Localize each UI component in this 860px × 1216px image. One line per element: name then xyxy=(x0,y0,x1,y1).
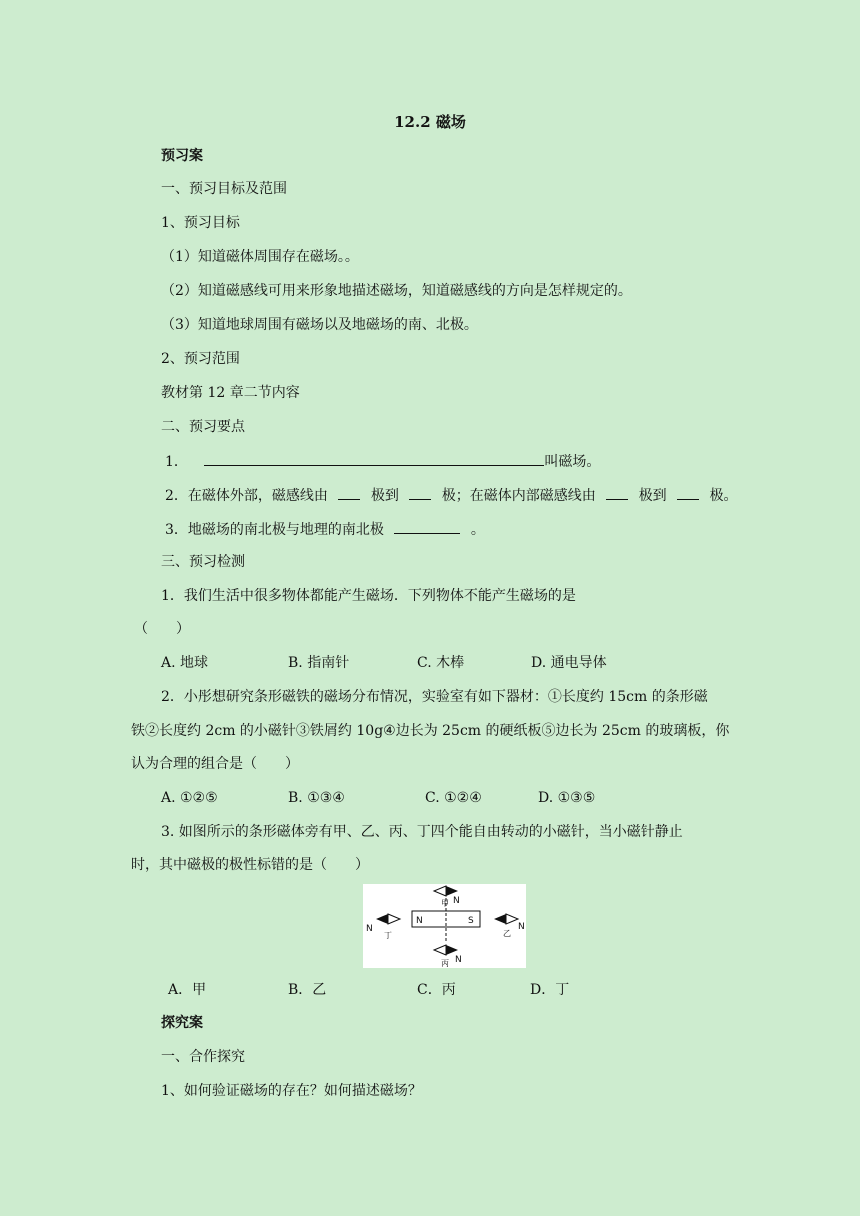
needle-pole-label: N xyxy=(518,922,525,932)
point-text: 极。 xyxy=(709,488,738,504)
question-1-stem: 1．我们生活中很多物体都能产生磁场．下列物体不能产生磁场的是 xyxy=(161,588,576,604)
compass-needle-yi xyxy=(494,914,525,938)
compass-needle-ding xyxy=(366,914,400,940)
question-2-line: 认为合理的组合是（ ） xyxy=(131,756,299,772)
section-heading: 二、预习要点 xyxy=(161,419,245,435)
goal-item: （1）知道磁体周围存在磁场。。 xyxy=(161,249,359,265)
option-d[interactable]: D. 通电导体 xyxy=(531,655,607,671)
point-text: 3．地磁场的南北极与地理的南北极 xyxy=(165,522,384,538)
section-heading: 一、合作探究 xyxy=(161,1049,245,1065)
point-text: 极到 xyxy=(370,488,399,504)
section-heading: 一、预习目标及范围 xyxy=(161,181,287,197)
question-2-line: 铁②长度约 2cm 的小磁针③铁屑约 10g④边长为 25cm 的硬纸板⑤边长为 25cm 的玻璃板，你 xyxy=(131,723,730,739)
magnet-s-label: S xyxy=(468,916,474,926)
key-point-3 xyxy=(165,520,485,539)
answer-paren: （ ） xyxy=(134,621,190,637)
point-text: 。 xyxy=(470,522,485,538)
fill-blank[interactable] xyxy=(338,486,360,500)
question-3-line: 3. 如图所示的条形磁体旁有甲、乙、丙、丁四个能自由转动的小磁针，当小磁针静止 xyxy=(161,824,683,840)
preview-heading: 预习案 xyxy=(161,148,203,164)
needle-name-label: 丁 xyxy=(384,931,392,940)
option-a[interactable]: A. ①②⑤ xyxy=(161,790,218,806)
compass-needle-jia xyxy=(434,886,460,908)
key-point-1 xyxy=(165,452,600,471)
fill-blank[interactable] xyxy=(677,486,699,500)
needle-name-label: 乙 xyxy=(503,929,511,938)
compass-needle-bing xyxy=(434,945,462,968)
needle-name-label: 甲 xyxy=(441,899,449,908)
option-b[interactable]: B. 指南针 xyxy=(288,655,350,671)
option-d[interactable]: D. ①③⑤ xyxy=(538,790,596,806)
point-text: 2．在磁体外部，磁感线由 xyxy=(165,488,328,504)
bar-magnet-diagram xyxy=(363,884,526,968)
scope-heading: 2、预习范围 xyxy=(161,351,240,367)
option-c[interactable]: C. ①②④ xyxy=(425,790,482,806)
question-3-line: 时，其中磁极的极性标错的是（ ） xyxy=(131,857,369,873)
option-d[interactable]: D．丁 xyxy=(530,982,570,998)
magnet-n-label: N xyxy=(416,916,423,926)
key-point-2 xyxy=(165,486,738,505)
fill-blank[interactable] xyxy=(409,486,431,500)
fill-blank[interactable] xyxy=(606,486,628,500)
question-2-options xyxy=(161,789,661,807)
section-heading: 三、预习检测 xyxy=(161,554,245,570)
scope-text: 教材第 12 章二节内容 xyxy=(161,385,300,401)
fill-blank[interactable] xyxy=(204,452,544,466)
question-1-options xyxy=(161,654,661,672)
bar-magnet-figure xyxy=(363,884,526,968)
point-text: 极到 xyxy=(638,488,667,504)
needle-pole-label: N xyxy=(455,955,462,965)
option-b[interactable]: B. ①③④ xyxy=(288,790,345,806)
option-a[interactable]: A. 地球 xyxy=(161,655,209,671)
option-b[interactable]: B．乙 xyxy=(288,982,327,998)
option-a[interactable]: A．甲 xyxy=(168,982,207,998)
point-text: 极；在磁体内部磁感线由 xyxy=(441,488,596,504)
goals-heading: 1、预习目标 xyxy=(161,215,240,231)
needle-pole-label: N xyxy=(366,924,373,934)
needle-pole-label: N xyxy=(453,896,460,906)
option-c[interactable]: C. 木棒 xyxy=(417,655,465,671)
fill-blank[interactable] xyxy=(394,520,460,534)
goal-item: （2）知道磁感线可用来形象地描述磁场，知道磁感线的方向是怎样规定的。 xyxy=(161,283,632,299)
page-title: 12.2 磁场 xyxy=(394,113,466,131)
needle-name-label: 丙 xyxy=(441,959,449,968)
point-text: 叫磁场。 xyxy=(544,454,601,470)
goal-item: （3）知道地球周围有磁场以及地磁场的南、北极。 xyxy=(161,317,478,333)
question-2-line: 2．小彤想研究条形磁铁的磁场分布情况，实验室有如下器材：①长度约 15cm 的条形磁 xyxy=(161,689,708,705)
question-3-options xyxy=(168,981,668,999)
point-number: 1． xyxy=(165,454,188,470)
option-c[interactable]: C．丙 xyxy=(417,982,456,998)
explore-question-1: 1、如何验证磁场的存在？如何描述磁场？ xyxy=(161,1083,422,1099)
explore-heading: 探究案 xyxy=(161,1015,203,1031)
